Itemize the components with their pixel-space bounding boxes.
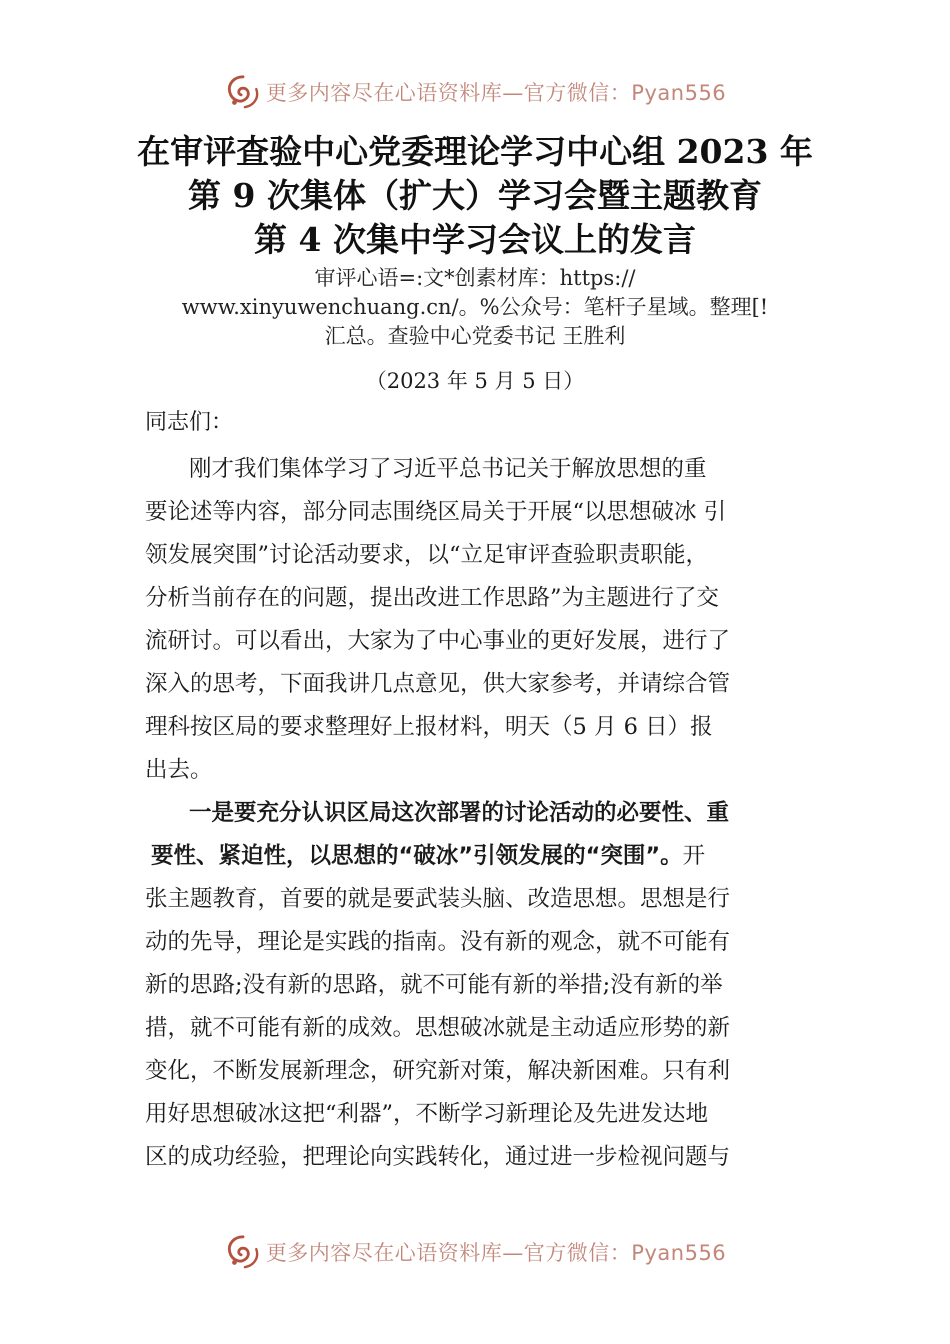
title-line: 在审评查验中心党委理论学习中心组 2023 年 — [137, 132, 813, 171]
paragraph-line: 流研讨。可以看出，大家为了中心事业的更好发展，进行了 — [145, 628, 731, 654]
watermark-text: 更多内容尽在心语资料库—官方微信：Pyan556 — [265, 1241, 727, 1265]
paragraph-intro — [145, 448, 810, 792]
document-title — [120, 130, 830, 262]
swirl-logo-icon — [224, 1233, 262, 1271]
paragraph-line: 动的先导，理论是实践的指南。没有新的观念，就不可能有 — [145, 929, 731, 955]
bold-heading-line: 要性、紧迫性，以思想的“破冰”引领发展的“突围”。 — [151, 843, 683, 869]
speech-date: （2023 年 5 月 5 日） — [365, 369, 585, 393]
paragraph-line: 深入的思考，下面我讲几点意见，供大家参考，并请综合管 — [145, 671, 731, 697]
paragraph-line: 措，就不可能有新的成效。思想破冰就是主动适应形势的新 — [145, 1015, 731, 1041]
footer-watermark — [0, 1228, 950, 1276]
paragraph-line: 新的思路;没有新的思路，就不可能有新的举措;没有新的举 — [145, 972, 723, 998]
title-line: 第 4 次集中学习会议上的发言 — [254, 220, 696, 259]
meta-line: 审评心语=:文*创素材库：https:// — [314, 266, 636, 290]
paragraph-line: 要论述等内容，部分同志围绕区局关于开展“以思想破冰 引 — [145, 499, 727, 525]
paragraph-line: 分析当前存在的问题，提出改进工作思路”为主题进行了交 — [145, 585, 720, 611]
swirl-logo-icon — [224, 73, 262, 111]
paragraph-line: 刚才我们集体学习了习近平总书记关于解放思想的重 — [189, 456, 707, 482]
header-watermark — [0, 68, 950, 116]
title-line: 第 9 次集体（扩大）学习会暨主题教育 — [188, 176, 762, 215]
salutation: 同志们： — [145, 410, 234, 435]
paragraph-line: 领发展突围”讨论活动要求，以“立足审评查验职责职能， — [145, 542, 709, 568]
paragraph-line-tail: 开 — [682, 843, 706, 869]
meta-line: www.xinyuwenchuang.cn/。%公众号：笔杆子星域。整理[! — [181, 295, 769, 319]
paragraph-line — [145, 835, 810, 878]
paragraph-line: 区的成功经验，把理论向实践转化，通过进一步检视问题与 — [145, 1144, 731, 1170]
paragraph-line: 变化，不断发展新理念，研究新对策，解决新困难。只有利 — [145, 1058, 731, 1084]
watermark-text: 更多内容尽在心语资料库—官方微信：Pyan556 — [265, 81, 727, 105]
author-meta — [120, 264, 830, 351]
meta-line: 汇总。查验中心党委书记 王胜利 — [324, 324, 626, 348]
bold-heading-line: 一是要充分认识区局这次部署的讨论活动的必要性、重 — [189, 800, 730, 826]
paragraph-line: 用好思想破冰这把“利器”，不断学习新理论及先进发达地 — [145, 1101, 709, 1127]
paragraph-line: 张主题教育，首要的就是要武装头脑、改造思想。思想是行 — [145, 886, 731, 912]
paragraph-line: 理科按区局的要求整理好上报材料，明天（5 月 6 日）报 — [145, 714, 713, 740]
paragraph-line: 出去。 — [145, 757, 213, 783]
paragraph-point-one — [145, 792, 810, 1179]
